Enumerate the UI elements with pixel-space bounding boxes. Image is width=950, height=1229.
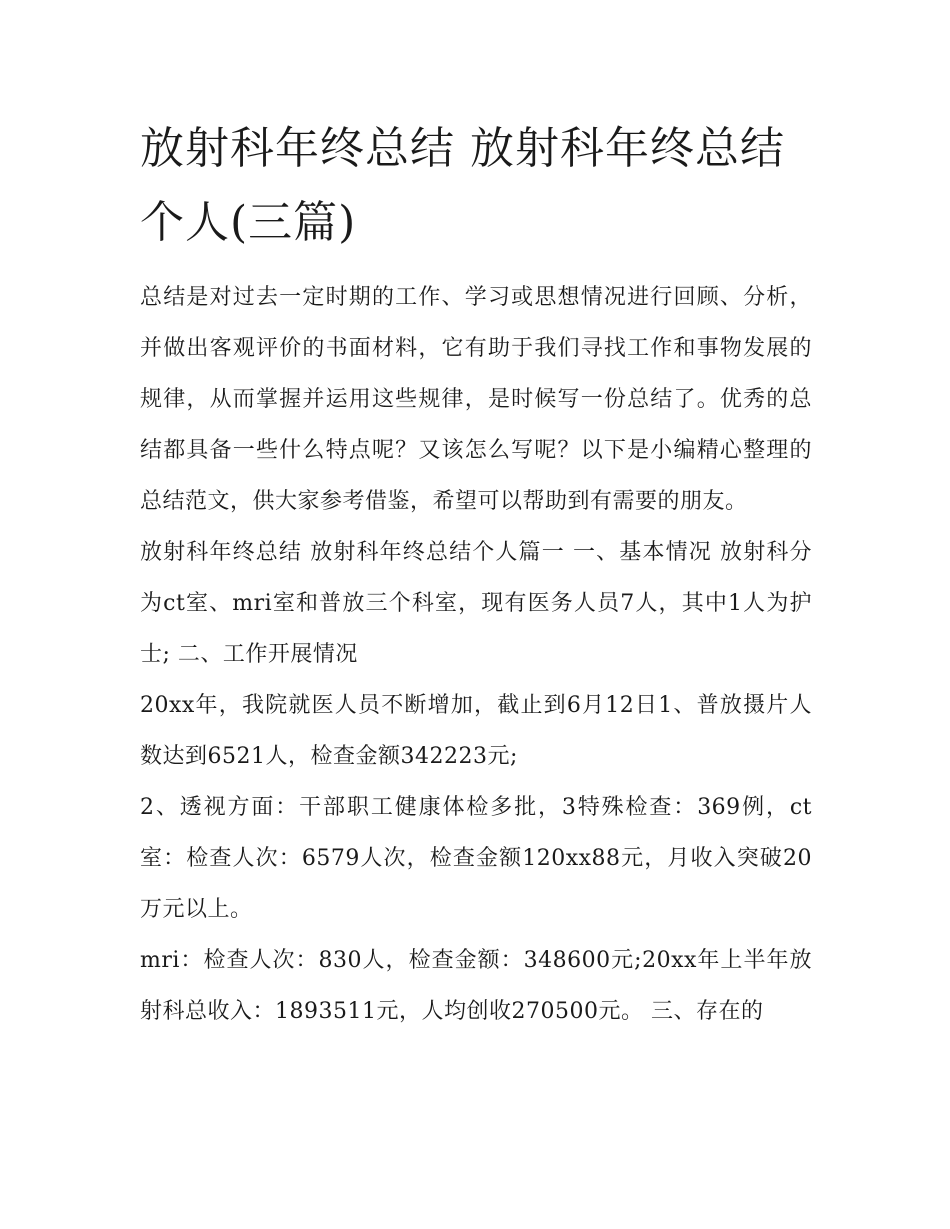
document-body [140,112,812,1037]
paragraph-basic-info: 放射科年终总结 放射科年终总结个人篇一 一、基本情况 放射科分为ct室、mri室和普放三个科室，现有医务人员7人，其中1人为护士; 二、工作开展情况 [140,540,812,667]
paragraph-work-stats: 20xx年，我院就医人员不断增加，截止到6月12日1、普放摄片人数达到6521人，检查金额342223元; [140,693,812,769]
document-title: 放射科年终总结 放射科年终总结个人(三篇) [140,123,785,248]
paragraph-intro: 总结是对过去一定时期的工作、学习或思想情况进行回顾、分析，并做出客观评价的书面材料，它有助于我们寻找工作和事物发展的规律，从而掌握并运用这些规律，是时候写一份总结了。优秀的总结都具备一些什么特点呢？又该怎么写呢？以下是小编精心整理的总结范文，供大家参考借鉴，希望可以帮助到有需要的朋友。 [140,285,812,514]
paragraph-fluoroscopy-ct: 2、透视方面：干部职工健康体检多批，3特殊检查：369例，ct室：检查人次：6579人次，检查金额120xx88元，月收入突破20万元以上。 [140,795,812,922]
paragraph-mri-income: mri：检查人次：830人，检查金额：348600元;20xx年上半年放射科总收入：1893511元，人均创收270500元。 三、存在的 [140,948,812,1024]
